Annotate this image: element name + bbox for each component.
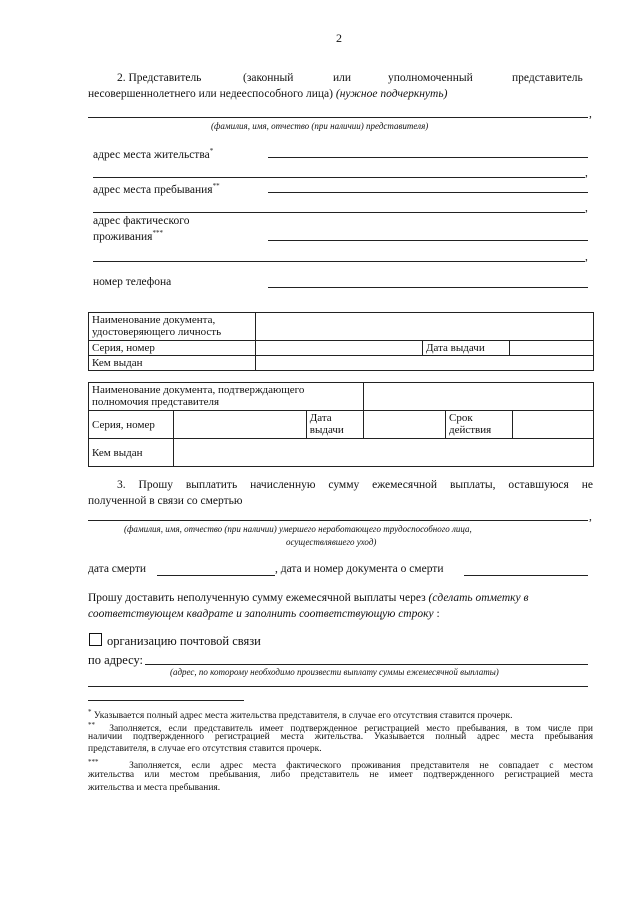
auth-term-label	[446, 411, 513, 439]
section2-heading-word5: представитель	[512, 72, 583, 84]
footnote-3-line3: жительства и места пребывания.	[88, 783, 221, 793]
address-residence-line[interactable]	[268, 157, 588, 158]
id-doc-name-cell	[89, 313, 256, 341]
auth-issued-by-label: Кем выдан	[89, 439, 174, 467]
id-series-value[interactable]	[256, 341, 423, 356]
fio-comma: ,	[589, 108, 592, 120]
section3-line2: полученной в связи со смертью	[88, 495, 243, 507]
id-doc-name-value[interactable]	[256, 313, 594, 341]
auth-date-value[interactable]	[364, 411, 446, 439]
id-doc-name-line2: удостоверяющего личность	[92, 326, 222, 338]
deceased-caption-line2: осуществлявшего уход)	[286, 537, 377, 547]
deceased-comma: ,	[589, 511, 592, 523]
post-office-option[interactable]	[89, 633, 261, 649]
footnote-mark-3: ***	[152, 229, 163, 237]
delivery-address-line-2[interactable]	[88, 686, 588, 687]
delivery-line1-hint: (сделать отметку в	[428, 592, 529, 604]
id-issue-date-label: Дата выдачи	[423, 341, 510, 356]
delivery-line1	[88, 592, 529, 604]
footnote-1-mark: *	[88, 708, 92, 716]
section2-heading-line2-text: несовершеннолетнего или недееспособного лица)	[88, 88, 333, 100]
delivery-address-label: по адресу:	[88, 653, 144, 667]
section2-heading-word4: уполномоченный	[388, 72, 473, 84]
deceased-caption-line1: (фамилия, имя, отчество (при наличии) умершего неработающего трудоспособного лица,	[124, 524, 472, 534]
address-residence-label-text: адрес места жительства	[93, 148, 210, 161]
address-stay-line[interactable]	[268, 192, 588, 193]
footnote-3-line1-text: Заполняется, если адрес места фактического проживания представителя не совпадает с местом	[129, 761, 594, 772]
auth-date-label-line2: выдачи	[309, 424, 344, 436]
footnote-2-line2: наличии подтвержденного регистрацией места жительства. Указывается полный адрес места пребывания	[88, 732, 593, 742]
id-issued-by-label: Кем выдан	[89, 356, 256, 371]
auth-term-label-line2: действия	[449, 424, 492, 436]
deceased-fio-line[interactable]	[88, 520, 588, 521]
auth-doc-name-line1: Наименование документа, подтверждающего	[92, 384, 305, 396]
auth-date-label-line1: Дата	[309, 412, 332, 424]
delivery-line1-text: Прошу доставить неполученную сумму ежемесячной выплаты через	[88, 592, 426, 604]
auth-series-label: Серия, номер	[89, 411, 174, 439]
auth-series-value[interactable]	[174, 411, 306, 439]
auth-issued-by-value[interactable]	[174, 439, 594, 467]
footnote-3-line2: жительства или местом пребывания, либо представитель не имеет подтвержденного регистрацией места	[88, 770, 593, 780]
auth-date-label	[306, 411, 363, 439]
footnote-separator	[88, 700, 244, 701]
address-stay-line-2[interactable]	[93, 212, 585, 213]
post-office-option-label: организацию почтовой связи	[107, 634, 261, 648]
address-stay-label	[93, 182, 220, 196]
representative-fio-line[interactable]	[88, 117, 588, 118]
page-number: 2	[336, 31, 342, 45]
death-date-line[interactable]	[157, 575, 275, 576]
stay-comma: ,	[585, 202, 588, 214]
delivery-line2-end: :	[433, 608, 440, 620]
auth-doc-name-cell	[89, 383, 364, 411]
auth-doc-name-line2: полномочия представителя	[92, 396, 220, 408]
post-office-checkbox[interactable]	[89, 633, 102, 646]
address-residence-line-2[interactable]	[93, 177, 585, 178]
delivery-address-caption: (адрес, по которому необходимо произвести выплату суммы ежемесячной выплаты)	[170, 667, 499, 677]
footnote-2-line3: представителя, в случае его отсутствия ставится прочерк.	[88, 744, 322, 754]
auth-term-label-line1: Срок	[449, 412, 473, 424]
auth-doc-name-value[interactable]	[364, 383, 594, 411]
footnote-2-mark: **	[88, 721, 95, 729]
section2-heading-word3: или	[333, 72, 352, 84]
delivery-address-line[interactable]	[145, 664, 588, 665]
address-actual-label-line2-text: проживания	[93, 230, 153, 243]
section2-heading-line2	[88, 88, 447, 100]
footnote-mark-2: **	[212, 182, 220, 190]
id-doc-name-line1: Наименование документа,	[92, 314, 216, 326]
residence-comma: ,	[585, 167, 588, 179]
actual-comma: ,	[585, 251, 588, 263]
authority-document-table	[88, 382, 594, 467]
section2-heading-word1: 2. Представитель	[117, 72, 202, 84]
delivery-line2	[88, 608, 440, 620]
phone-line[interactable]	[268, 287, 588, 288]
footnote-mark-1: *	[209, 147, 214, 155]
address-actual-line-2[interactable]	[93, 261, 585, 262]
id-issued-by-value[interactable]	[256, 356, 594, 371]
section2-heading-word2: (законный	[243, 72, 294, 84]
section3-line1: 3. Прошу выплатить начисленную сумму ежемесячной выплаты, оставшуюся не	[117, 479, 593, 491]
footnote-1-text: Указывается полный адрес места жительства представителя, в случае его отсутствия ставится прочерк.	[91, 711, 513, 722]
death-doc-label: , дата и номер документа о смерти	[275, 563, 444, 575]
section2-heading-line2-hint: (нужное подчеркнуть)	[335, 88, 448, 100]
id-issue-date-value[interactable]	[510, 341, 594, 356]
footnote-2-line1-text: Заполняется, если представитель имеет подтвержденное регистрацией место пребывания, в том числе при	[109, 724, 593, 735]
death-date-label: дата смерти	[88, 563, 147, 575]
identity-document-table	[88, 312, 594, 371]
address-actual-line[interactable]	[268, 240, 588, 241]
address-stay-label-text: адрес места пребывания	[93, 183, 213, 196]
auth-term-value[interactable]	[513, 411, 594, 439]
delivery-line2-hint: соответствующем квадрате и заполнить соответствующую строку	[88, 608, 434, 620]
address-actual-label-line2	[93, 229, 163, 243]
footnote-3-mark: ***	[88, 758, 99, 766]
death-doc-line[interactable]	[464, 575, 588, 576]
address-actual-label-line1: адрес фактического	[93, 215, 190, 227]
id-series-label: Серия, номер	[89, 341, 256, 356]
phone-label: номер телефона	[93, 276, 172, 288]
representative-fio-caption: (фамилия, имя, отчество (при наличии) представителя)	[211, 121, 429, 131]
address-residence-label	[93, 147, 213, 161]
